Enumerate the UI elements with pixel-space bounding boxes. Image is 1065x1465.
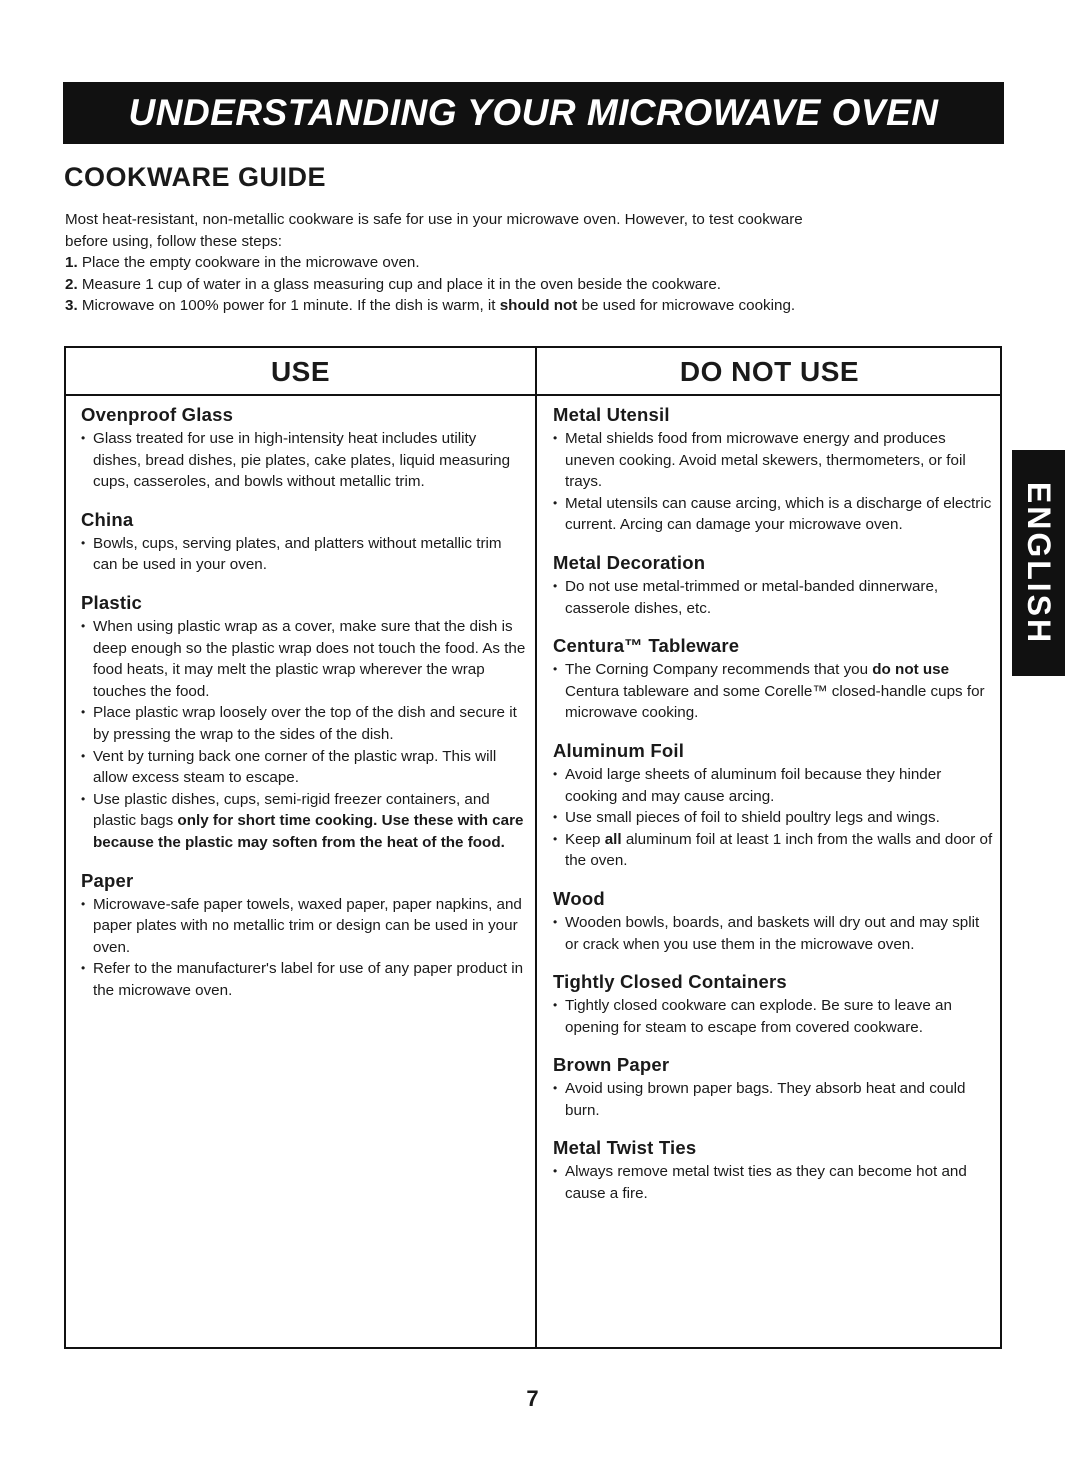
do-not-use-column (553, 404, 993, 1221)
use-item-paper (81, 870, 526, 1002)
bullet-bold-text: do not use (872, 661, 950, 679)
dont-item-metal-utensil (553, 404, 993, 536)
item-bullet: • Vent by turning back one corner of the plastic wrap. This will allow excess steam to escape. (81, 746, 526, 789)
use-heading: USE (270, 356, 331, 387)
step-text: Microwave on 100% power for 1 minute. If the dish is warm, it (77, 297, 500, 314)
item-bullet: • Wooden bowls, boards, and baskets will dry out and may split or crack when you use them in the microwave oven. (553, 912, 993, 955)
item-title: Brown Paper (553, 1054, 670, 1076)
bullet-text: Keep (565, 830, 605, 848)
cookware-table (64, 346, 1002, 1349)
intro-line-1: Most heat-resistant, non-metallic cookware is safe for use in your microwave oven. However, to test cookware (65, 211, 803, 228)
bullet-bold-text: all (604, 830, 622, 848)
item-title: Ovenproof Glass (81, 404, 234, 425)
use-item-china (81, 509, 526, 576)
dont-item-tightly-closed-containers (553, 971, 993, 1038)
step-text: Measure 1 cup of water in a glass measuring cup and place it in the oven beside the cookware. (77, 275, 721, 293)
dont-item-metal-twist-ties (553, 1137, 993, 1204)
language-tab-label: ENGLISH (1021, 481, 1058, 645)
intro-text (65, 209, 995, 317)
use-column (81, 404, 526, 1017)
do-not-use-heading: DO NOT USE (679, 356, 860, 387)
item-title: Metal Decoration (553, 551, 706, 573)
item-title: Tightly Closed Containers (553, 971, 787, 993)
bullet-text: Use plastic dishes, cups, semi-rigid freezer containers, and plastic bags (93, 790, 490, 830)
use-item-plastic (81, 592, 526, 854)
bullet-text: Centura tableware and some Corelle™ closed-handle cups for microwave cooking. (565, 682, 985, 722)
bullet-bold-text: only for short time cooking. Use these with care because the plastic may soften from the heat of the food. (93, 812, 524, 851)
item-bullet: • Use small pieces of foil to shield poultry legs and wings. (553, 807, 993, 829)
item-bullet: • Microwave-safe paper towels, waxed paper, paper napkins, and paper plates with no metallic trim or design can be used in your oven. (81, 894, 526, 959)
dont-item-centura-tableware (553, 635, 993, 724)
intro-step-2 (65, 274, 995, 296)
title-banner (63, 82, 1004, 144)
item-bullet: • Bowls, cups, serving plates, and platters without metallic trim can be used in your oven. (81, 533, 526, 576)
item-title: Metal Twist Ties (553, 1137, 697, 1159)
header-divider (66, 394, 1000, 396)
intro-step-1 (65, 252, 995, 274)
item-bullet: • Refer to the manufacturer's label for use of any paper product in the microwave oven. (81, 958, 526, 1001)
item-bullet (553, 829, 993, 872)
item-bullet: • Tightly closed cookware can explode. Be sure to leave an opening for steam to escape from covered cookware. (553, 995, 993, 1038)
item-title: Centura™ Tableware (553, 635, 740, 657)
step-bold-text: should not (499, 297, 578, 314)
item-title: Paper (81, 869, 134, 891)
bullet-text: aluminum foil at least 1 inch from the walls and door of the oven. (565, 830, 993, 870)
language-tab (1012, 450, 1065, 676)
step-number: 3. (65, 297, 78, 314)
step-text: Place the empty cookware in the microwave oven. (77, 254, 420, 271)
item-title: Aluminum Foil (553, 739, 685, 761)
item-title: Plastic (81, 591, 143, 613)
item-bullet: • Metal utensils can cause arcing, which is a discharge of electric current. Arcing can damage your microwave oven. (553, 493, 993, 536)
step-text: be used for microwave cooking. (577, 297, 796, 314)
dont-item-aluminum-foil (553, 740, 993, 872)
page-number: 7 (526, 1386, 539, 1411)
banner-title: UNDERSTANDING YOUR MICROWAVE OVEN (128, 92, 939, 133)
item-title: Wood (553, 887, 605, 909)
dont-item-wood (553, 888, 993, 955)
item-bullet (81, 789, 526, 854)
item-bullet: • Metal shields food from microwave energy and produces uneven cooking. Avoid metal skewers, thermometers, or foil trays. (553, 428, 993, 493)
intro-line-2: before using, follow these steps: (65, 232, 282, 250)
item-bullet: • Place plastic wrap loosely over the top of the dish and secure it by pressing the wrap to the sides of the dish. (81, 702, 526, 745)
section-title: COOKWARE GUIDE (64, 162, 327, 192)
item-bullet: • When using plastic wrap as a cover, make sure that the dish is deep enough so the plastic wrap does not touch the food. As the food heats, it may melt the plastic wrap wherever the wrap touches the food. (81, 616, 526, 702)
item-bullet (553, 659, 993, 724)
item-title: Metal Utensil (553, 404, 670, 425)
step-number: 2. (65, 275, 78, 293)
item-title: China (81, 508, 134, 530)
dont-item-brown-paper (553, 1054, 993, 1121)
intro-step-3 (65, 295, 995, 317)
column-divider (535, 348, 537, 1347)
bullet-text: The Corning Company recommends that you (565, 661, 873, 679)
item-bullet: • Always remove metal twist ties as they can become hot and cause a fire. (553, 1161, 993, 1204)
item-bullet: • Do not use metal-trimmed or metal-banded dinnerware, casserole dishes, etc. (553, 576, 993, 619)
item-bullet: • Avoid large sheets of aluminum foil because they hinder cooking and may cause arcing. (553, 764, 993, 807)
item-bullet: • Glass treated for use in high-intensity heat includes utility dishes, bread dishes, pie plates, cake plates, liquid measuring cups, casseroles, and bowls without metallic trim. (81, 428, 526, 493)
dont-item-metal-decoration (553, 552, 993, 619)
item-bullet: • Avoid using brown paper bags. They absorb heat and could burn. (553, 1078, 993, 1121)
use-item-ovenproof-glass (81, 404, 526, 493)
step-number: 1. (65, 254, 78, 271)
